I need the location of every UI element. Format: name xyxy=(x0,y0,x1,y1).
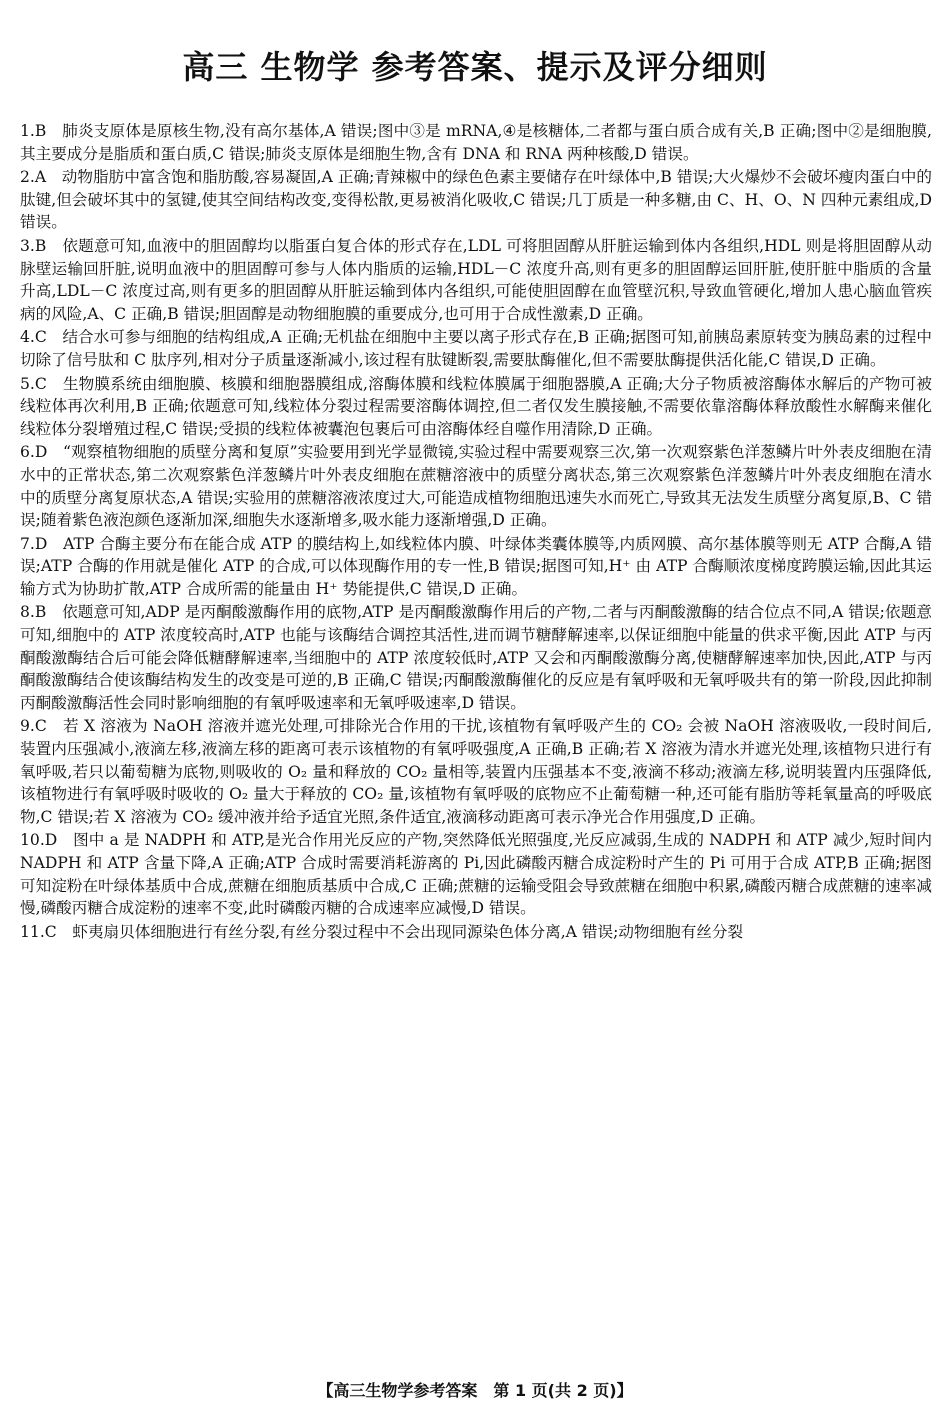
answer-item-7 xyxy=(20,533,932,601)
answer-number: 6.D xyxy=(20,443,48,462)
answer-number: 9.C xyxy=(20,717,47,736)
answer-text: 若 X 溶液为 NaOH 溶液并遮光处理,可排除光合作用的干扰,该植物有氧呼吸产生的 CO₂ 会被 NaOH 溶液吸收,一段时间后,装置内压强减小,液滴左移,液滴左移的距离可表示该植物的有氧呼吸强度,A 正确,B 正确;若 X 溶液为清水并遮光处理,该植物只进行有氧呼吸,若只以葡萄糖为底物,则吸收的 O₂ 量和释放的 CO₂ 量相等,装置内压强基本不变,液滴不移动;液滴左移,说明装置内压强降低,该植物进行有氧呼吸时吸收的 O₂ 量大于释放的 CO₂ 量,该植物有氧呼吸的底物应不止葡萄糖一种,还可能有脂肪等耗氧量高的呼吸底物,C 错误;若 X 溶液为 CO₂ 缓冲液并给予适宜光照,条件适宜,液滴移动距离可表示净光合作用强度,D 正确。 xyxy=(20,717,932,826)
answer-number: 3.B xyxy=(20,236,47,255)
answer-text: 虾夷扇贝体细胞进行有丝分裂,有丝分裂过程中不会出现同源染色体分离,A 错误;动物细胞有丝分裂 xyxy=(72,922,744,941)
answer-number: 2.A xyxy=(20,168,47,187)
document-title: 高三 生物学 参考答案、提示及评分细则 xyxy=(182,48,768,86)
answer-text: 生物膜系统由细胞膜、核膜和细胞器膜组成,溶酶体膜和线粒体膜属于细胞器膜,A 正确;大分子物质被溶酶体水解后的产物可被线粒体再次利用,B 正确;依题意可知,线粒体分裂过程需要溶酶体调控,但二者仅发生膜接触,不需要依靠溶酶体释放酸性水解酶来催化线粒体分裂增殖过程,C 错误;受损的线粒体被囊泡包裹后可由溶酶体经自噬作用清除,D 正确。 xyxy=(20,374,932,438)
answer-item-8 xyxy=(20,601,932,714)
answer-item-10 xyxy=(20,829,932,919)
answer-number: 8.B xyxy=(20,603,47,622)
answer-item-4 xyxy=(20,326,932,371)
answer-number: 5.C xyxy=(20,374,47,393)
answer-text: ATP 合酶主要分布在能合成 ATP 的膜结构上,如线粒体内膜、叶绿体类囊体膜等,内质网膜、高尔基体膜等则无 ATP 合酶,A 错误;ATP 合酶的作用就是催化 ATP 的合成,可以体现酶作用的专一性,B 错误;据图可知,H⁺ 由 ATP 合酶顺浓度梯度跨膜运输,因此其运输方式为协助扩散,ATP 合成所需的能量由 H⁺ 势能提供,C 错误,D 正确。 xyxy=(20,534,932,598)
answer-text: 依题意可知,ADP 是丙酮酸激酶作用的底物,ATP 是丙酮酸激酶作用后的产物,二者与丙酮酸激酶的结合位点不同,A 错误;依题意可知,细胞中的 ATP 浓度较高时,ATP 也能与该酶结合调控其活性,进而调节糖酵解速率,以保证细胞中能量的供求平衡,因此 ATP 与丙酮酸激酶结合后可能会降低糖酵解速率,当细胞中的 ATP 浓度较低时,ATP 又会和丙酮酸激酶分离,使糖酵解速率加快,因此,ATP 与丙酮酸激酶结合使该酶结构发生的改变是可逆的,B 正确,C 错误;丙酮酸激酶催化的反应是有氧呼吸和无氧呼吸共有的第一阶段,因此抑制丙酮酸激酶活性会同时影响细胞的有氧呼吸速率和无氧呼吸速率,D 错误。 xyxy=(20,603,932,712)
page-footer: 【高三生物学参考答案 第 1 页(共 2 页)】 xyxy=(317,1381,633,1400)
answer-text: 图中 a 是 NADPH 和 ATP,是光合作用光反应的产物,突然降低光照强度,光反应减弱,生成的 NADPH 和 ATP 减少,短时间内 NADPH 和 ATP 含量下降,A 正确;ATP 合成时需要消耗游离的 Pi,因此磷酸丙糖合成淀粉时产生的 Pi 可用于合成 ATP,B 正确;据图可知淀粉在叶绿体基质中合成,蔗糖在细胞质基质中合成,C 正确;蔗糖的运输受阻会导致蔗糖在细胞中积累,磷酸丙糖合成蔗糖的速率减慢,磷酸丙糖合成淀粉的速率不变,此时磷酸丙糖的合成速率应减慢,D 错误。 xyxy=(20,831,932,918)
answer-item-2 xyxy=(20,166,932,234)
answer-item-1 xyxy=(20,120,932,165)
answer-item-6 xyxy=(20,441,932,531)
answer-text: 肺炎支原体是原核生物,没有高尔基体,A 错误;图中③是 mRNA,④是核糖体,二者都与蛋白质合成有关,B 正确;图中②是细胞膜,其主要成分是脂质和蛋白质,C 错误;肺炎支原体是细胞生物,含有 DNA 和 RNA 两种核酸,D 错误。 xyxy=(20,122,932,163)
answer-item-9 xyxy=(20,715,932,828)
answer-item-11 xyxy=(20,921,932,944)
answer-text: 依题意可知,血液中的胆固醇均以脂蛋白复合体的形式存在,LDL 可将胆固醇从肝脏运输到体内各组织,HDL 则是将胆固醇从动脉壁运输回肝脏,说明血液中的胆固醇可参与人体内脂质的运输,HDL－C 浓度升高,则有更多的胆固醇运回肝脏,使肝脏中脂质的含量升高,LDL－C 浓度过高,则有更多的胆固醇从肝脏运输到体内各组织,可能使胆固醇在血管壁沉积,导致血管硬化,增加人患心脑血管疾病的风险,A、C 正确,B 错误;胆固醇是动物细胞膜的重要成分,也可用于合成性激素,D 正确。 xyxy=(20,236,932,323)
answer-number: 7.D xyxy=(20,534,48,553)
answer-text: 结合水可参与细胞的结构组成,A 正确;无机盐在细胞中主要以离子形式存在,B 正确;据图可知,前胰岛素原转变为胰岛素的过程中切除了信号肽和 C 肽序列,相对分子质量逐渐减小,该过程有肽键断裂,需要肽酶催化,但不需要肽酶提供活化能,C 错误,D 正确。 xyxy=(20,328,932,369)
answer-list xyxy=(20,120,932,943)
answer-number: 4.C xyxy=(20,328,47,347)
answer-text: 动物脂肪中富含饱和脂肪酸,容易凝固,A 正确;青辣椒中的绿色色素主要储存在叶绿体中,B 错误;大火爆炒不会破坏瘦肉蛋白中的肽键,但会破坏其中的氢键,使其空间结构改变,变得松散,更易被消化吸收,C 错误;几丁质是一种多糖,由 C、H、O、N 四种元素组成,D 错误。 xyxy=(20,168,932,232)
answer-item-3 xyxy=(20,235,932,325)
answer-number: 10.D xyxy=(20,831,58,850)
answer-item-5 xyxy=(20,373,932,441)
answer-number: 1.B xyxy=(20,122,47,140)
answer-text: “观察植物细胞的质壁分离和复原”实验要用到光学显微镜,实验过程中需要观察三次,第一次观察紫色洋葱鳞片叶外表皮细胞在清水中的正常状态,第二次观察紫色洋葱鳞片叶外表皮细胞在蔗糖溶液中的质壁分离状态,第三次观察紫色洋葱鳞片叶外表皮细胞在清水中的质壁分离复原状态,A 错误;实验用的蔗糖溶液浓度过大,可能造成植物细胞迅速失水而死亡,导致其无法发生质壁分离复原,B、C 错误;随着紫色液泡颜色逐渐加深,细胞失水逐渐增多,吸水能力逐渐增强,D 正确。 xyxy=(20,443,932,530)
answer-number: 11.C xyxy=(20,922,57,941)
